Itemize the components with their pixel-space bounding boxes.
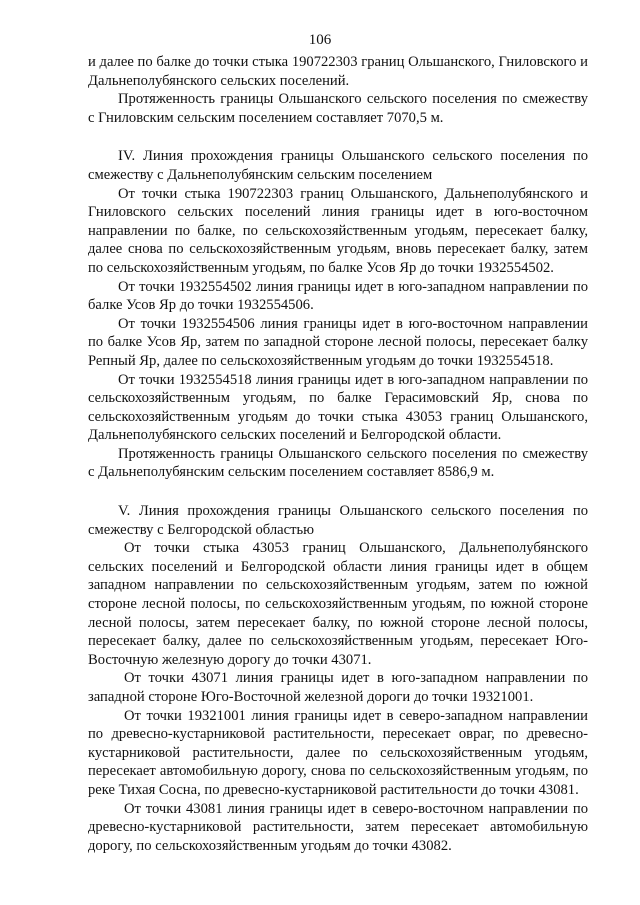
section-gap (88, 127, 588, 147)
paragraph-v-2: От точки 43071 линия границы идет в юго-западном направлении по западной стороне Юго-Восточной железной дороги до точки 19321001. (88, 670, 588, 705)
section-heading-v: V. Линия прохождения границы Ольшанского сельского поселения по смежеству с Белгородской областью (88, 503, 588, 538)
paragraph-continuation: и далее по балке до точки стыка 190722303 границ Ольшанского, Гниловского и Дальнеполубянского сельских поселений. (88, 54, 588, 89)
paragraph-iv-4: От точки 1932554518 линия границы идет в юго-западном направлении по сельскохозяйственным угодьям, по балке Герасимовский Яр, снова по сельскохозяйственным угодьям до точки стыка 43053 границ Ольшанского, Дальнеполубянского сельских поселений и Белгородской области. (88, 371, 588, 444)
paragraph-length-dalnepolubyanskoe: Протяженность границы Ольшанского сельского поселения по смежеству с Дальнеполубянским сельским поселением составляет 8586,9 м. (88, 445, 588, 481)
paragraph-v-1: От точки стыка 43053 границ Ольшанского, Дальнеполубянского сельских поселений и Белгородской области линия границы идет в общем западном направлении по сельскохозяйственным угодьям, затем по южной стороне лесной полосы, по сельскохозяйственным угодьям, по южной стороне лесной полосы, затем пересекает балку, по южной стороне лесной полосы, пересекает балку, далее по сельскохозяйственным угодьям, пересекает Юго-Восточную железную дорогу до точки 43071. (88, 540, 588, 668)
paragraph-iv-3: От точки 1932554506 линия границы идет в юго-восточном направлении по балке Усов Яр, затем по западной стороне лесной полосы, пересекает балку Репный Яр, далее по сельскохозяйственным угодьям до точки 1932554518. (88, 315, 588, 369)
page-number: 106 (308, 32, 332, 48)
paragraph-iv-2: От точки 1932554502 линия границы идет в юго-западном направлении по балке Усов Яр до точки 1932554506. (88, 278, 588, 314)
paragraph-v-3: От точки 19321001 линия границы идет в северо-западном направлении по древесно-кустарниковой растительности, пересекает овраг, по древесно-кустарниковой растительности, далее по сельскохозяйственным угодьям, пересекает автомобильную дорогу, снова по сельскохозяйственным угодьям, по реке Тихая Сосна, по древесно-кустарниковой растительности до точки 43081. (88, 707, 588, 798)
section-gap (88, 482, 588, 502)
section-heading-iv: IV. Линия прохождения границы Ольшанского сельского поселения по смежеству с Дальнеполубянским сельским поселением (88, 148, 588, 183)
document-body (88, 53, 588, 855)
paragraph-length-gnilovskoe: Протяженность границы Ольшанского сельского поселения по смежеству с Гниловским сельским поселением составляет 7070,5 м. (88, 91, 588, 126)
paragraph-v-4: От точки 43081 линия границы идет в северо-восточном направлении по древесно-кустарниковой растительности, затем пересекает автомобильную дорогу, по сельскохозяйственным угодьям до точки 43082. (88, 800, 588, 854)
paragraph-iv-1: От точки стыка 190722303 границ Ольшанского, Дальнеполубянского и Гниловского сельских поселений линия границы идет в юго-восточном направлении по балке, по сельскохозяйственным угодьям, пересекает балку, далее снова по сельскохозяйственным угодьям, вновь пересекает балку, затем по сельскохозяйственным угодьям, по балке Усов Яр до точки 1932554502. (88, 185, 588, 276)
